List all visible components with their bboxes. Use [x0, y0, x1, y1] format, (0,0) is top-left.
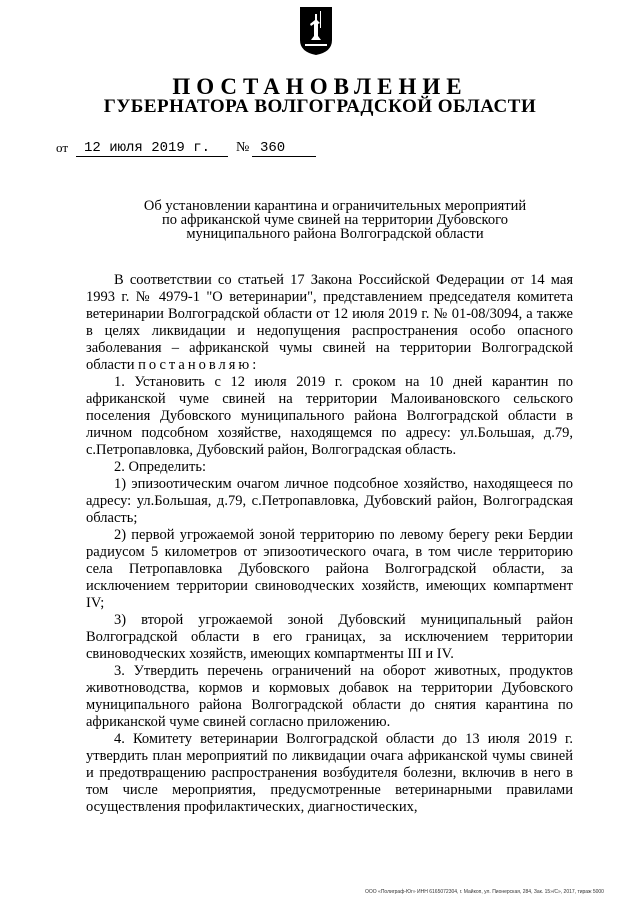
subject-line: по африканской чуме свиней на территории Дубовского	[162, 212, 508, 228]
subject-line: Об установлении карантина и ограничительных мероприятий	[143, 198, 527, 214]
number-label: №	[236, 140, 250, 155]
date-label: от	[56, 140, 69, 155]
document-subject	[120, 199, 550, 241]
date-underline	[76, 156, 228, 157]
number-value: 360	[260, 140, 286, 156]
date-number-row	[56, 138, 386, 160]
resolve-phrase: постановляю:	[138, 357, 260, 373]
clause-paragraph: 2) первой угрожаемой зоной территорию по левому берегу реки Бердии радиусом 5 километров от эпизоотического очага, в том числе территорию села Петропавловка Дубовского района Волгоградской области, за исключением территории свиноводческих хозяйств, имеющих компартмент IV;	[86, 527, 573, 611]
printer-imprint: ООО «Полиграф-Юг» ИНН 6165072304, г. Майкоп, ул. Пионерская, 284, Зак. 15»/С», 2017, тираж 5000	[365, 889, 604, 895]
preamble-paragraph	[86, 272, 573, 374]
number-underline	[252, 156, 316, 157]
subject-line: муниципального района Волгоградской области	[186, 226, 484, 242]
clause-paragraph: 1) эпизоотическим очагом личное подсобное хозяйство, находящееся по адресу: ул.Большая, д.79, с.Петропавловка, Дубовский район, Волгоградская область;	[86, 476, 573, 526]
document-issuer: ГУБЕРНАТОРА ВОЛГОГРАДСКОЙ ОБЛАСТИ	[103, 96, 537, 117]
clause-paragraph: 3. Утвердить перечень ограничений на оборот животных, продуктов животноводства, кормов и кормовых добавок на территории Дубовского муниципального района Волгоградской области до снятия карантина по африканской чуме свиней согласно приложению.	[86, 663, 573, 730]
document-title: ПОСТАНОВЛЕНИЕ	[172, 74, 468, 99]
preamble-text: В соответствии со статьей 17 Закона Российской Федерации от 14 мая 1993 г. № 4979-1 "О ветеринарии", представлением председателя комитета ветеринарии Волгоградской области от 12 июля 2019 г. № 01-08/3094, а также в целях ликвидации и недопущения распространения особо опасного заболевания – африканской чумы свиней на территории Волгоградской области	[86, 272, 573, 373]
document-body	[86, 272, 573, 816]
clause-paragraph: 2. Определить:	[114, 459, 207, 475]
volgograd-coat-of-arms-icon	[299, 6, 333, 56]
date-value: 12 июля 2019 г.	[84, 140, 211, 156]
clause-paragraph: 1. Установить с 12 июля 2019 г. сроком на 10 дней карантин по африканской чуме свиней на территории Малоивановского сельского поселения Дубовского муниципального района Волгоградской области в личном подсобном хозяйстве, находящемся по адресу: ул.Большая, д.79, с.Петропавловка, Дубовский район, Волгоградская область.	[86, 374, 573, 458]
clause-paragraph: 4. Комитету ветеринарии Волгоградской области до 13 июля 2019 г. утвердить план мероприятий по ликвидации очага африканской чумы свиней и предотвращению распространения возбудителя болезни, включив в него в том числе мероприятия, предусмотренные ветеринарными правилами осуществления профилактических, диагностических,	[86, 731, 573, 815]
clause-paragraph: 3) второй угрожаемой зоной Дубовский муниципальный район Волгоградской области в его границах, за исключением территории свиноводческих хозяйств, имеющих компартменты III и IV.	[86, 612, 573, 662]
